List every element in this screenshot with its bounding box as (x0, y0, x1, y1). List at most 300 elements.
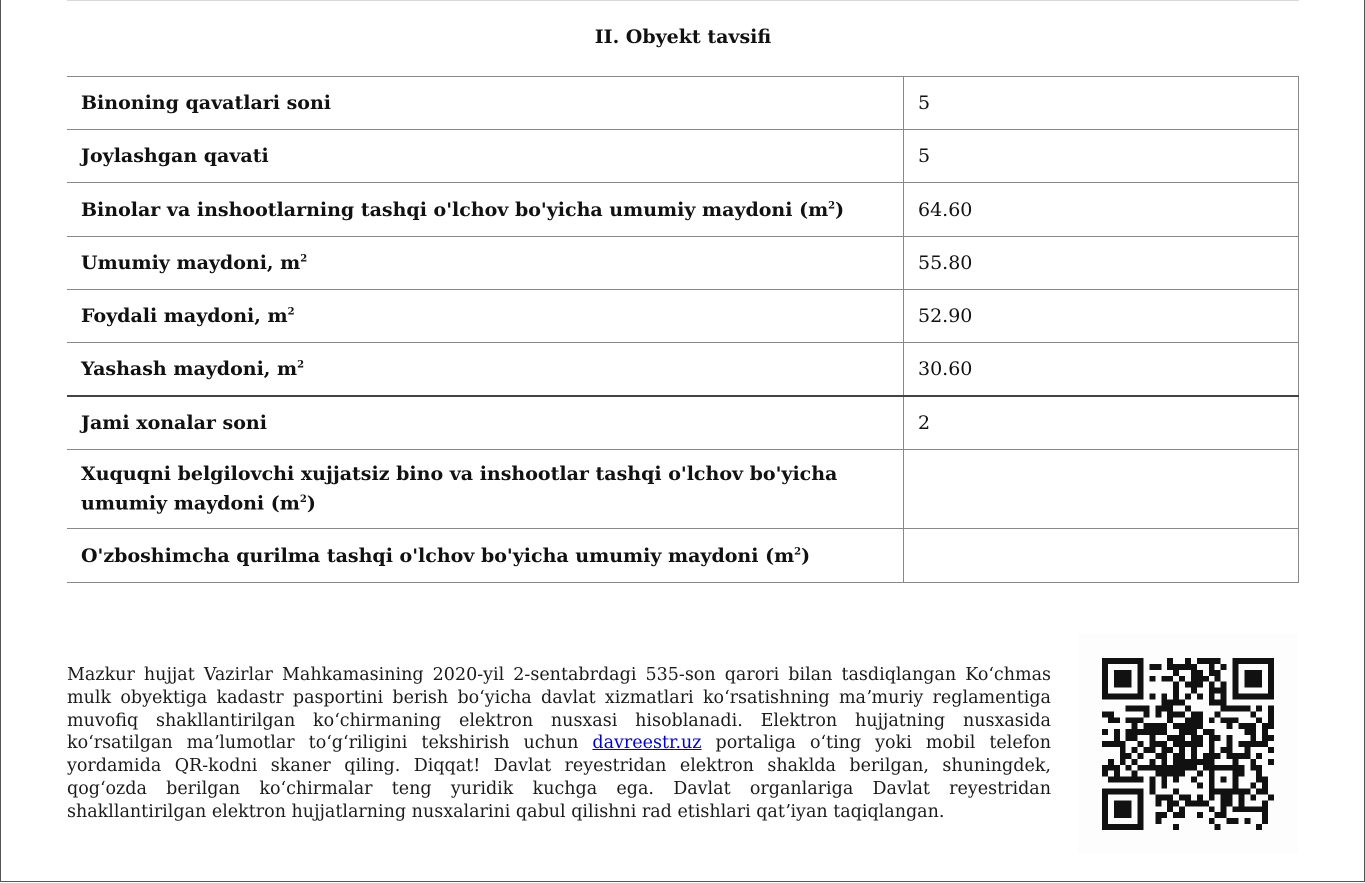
qr-module (1221, 682, 1227, 688)
qr-module (1185, 694, 1191, 700)
qr-module (1120, 676, 1126, 682)
table-row (67, 130, 1299, 183)
qr-module (1191, 711, 1197, 717)
qr-module (1132, 735, 1138, 741)
qr-module (1197, 723, 1203, 729)
qr-module (1108, 717, 1114, 723)
qr-module (1149, 676, 1155, 682)
row-value: 55.80 (904, 237, 1299, 290)
row-label: Jami xonalar soni (67, 396, 904, 450)
table-row (67, 77, 1299, 130)
qr-module (1102, 812, 1108, 818)
qr-module (1102, 794, 1108, 800)
qr-module (1155, 723, 1161, 729)
qr-module (1173, 670, 1179, 676)
qr-module (1209, 788, 1215, 794)
qr-module (1102, 806, 1108, 812)
row-value: 52.90 (904, 290, 1299, 343)
qr-module (1268, 717, 1274, 723)
qr-module (1244, 818, 1250, 824)
qr-module (1238, 705, 1244, 711)
qr-module (1173, 753, 1179, 759)
qr-module (1126, 812, 1132, 818)
qr-module (1120, 658, 1126, 664)
qr-module (1120, 747, 1126, 753)
qr-module (1161, 771, 1167, 777)
qr-module (1215, 824, 1221, 830)
qr-module (1244, 694, 1250, 700)
qr-module (1114, 670, 1120, 676)
qr-module (1173, 759, 1179, 765)
qr-module (1138, 694, 1144, 700)
qr-module (1149, 735, 1155, 741)
qr-module (1138, 717, 1144, 723)
row-label: Binoning qavatlari soni (67, 77, 904, 130)
qr-module (1256, 824, 1262, 830)
qr-module (1132, 723, 1138, 729)
qr-module (1144, 705, 1150, 711)
qr-module (1221, 800, 1227, 806)
qr-module (1114, 800, 1120, 806)
qr-module (1268, 723, 1274, 729)
qr-module (1262, 800, 1268, 806)
qr-module (1203, 729, 1209, 735)
qr-module (1250, 735, 1256, 741)
qr-module (1221, 794, 1227, 800)
table-row (67, 183, 1299, 237)
qr-module (1215, 788, 1221, 794)
qr-module (1173, 788, 1179, 794)
qr-module (1250, 670, 1256, 676)
qr-module (1191, 800, 1197, 806)
qr-module (1268, 747, 1274, 753)
qr-module (1173, 711, 1179, 717)
qr-module (1167, 717, 1173, 723)
qr-module (1215, 676, 1221, 682)
qr-module (1197, 711, 1203, 717)
table-row (67, 529, 1299, 583)
row-label: O'zboshimcha qurilma tashqi o'lchov bo'yicha umumiy maydoni $(m^2)$ (67, 529, 904, 583)
qr-module (1173, 777, 1179, 783)
qr-module (1120, 753, 1126, 759)
qr-module (1250, 694, 1256, 700)
qr-module (1155, 729, 1161, 735)
qr-module (1209, 664, 1215, 670)
qr-module (1209, 777, 1215, 783)
qr-module (1197, 682, 1203, 688)
qr-module (1221, 788, 1227, 794)
table-row (67, 396, 1299, 450)
qr-module (1268, 711, 1274, 717)
qr-module (1102, 711, 1108, 717)
table-row (67, 450, 1299, 529)
qr-module (1250, 711, 1256, 717)
qr-module (1179, 765, 1185, 771)
qr-module (1138, 753, 1144, 759)
qr-module (1173, 741, 1179, 747)
qr-module (1232, 806, 1238, 812)
qr-module (1149, 747, 1155, 753)
qr-module (1126, 694, 1132, 700)
qr-module (1185, 723, 1191, 729)
qr-module (1197, 800, 1203, 806)
qr-module (1114, 729, 1120, 735)
qr-module (1221, 806, 1227, 812)
qr-module (1256, 771, 1262, 777)
qr-module (1138, 676, 1144, 682)
qr-module (1215, 670, 1221, 676)
qr-module (1232, 759, 1238, 765)
qr-module (1120, 812, 1126, 818)
qr-module (1179, 806, 1185, 812)
qr-module (1209, 753, 1215, 759)
qr-module (1191, 682, 1197, 688)
qr-module (1191, 688, 1197, 694)
qr-module (1262, 723, 1268, 729)
qr-module (1256, 765, 1262, 771)
qr-module (1197, 812, 1203, 818)
qr-module (1203, 759, 1209, 765)
qr-module (1250, 759, 1256, 765)
qr-module (1114, 717, 1120, 723)
qr-module (1244, 705, 1250, 711)
qr-module (1173, 700, 1179, 706)
qr-module (1114, 676, 1120, 682)
qr-module (1256, 788, 1262, 794)
qr-module (1232, 818, 1238, 824)
qr-module (1197, 735, 1203, 741)
qr-module (1173, 812, 1179, 818)
qr-module (1197, 771, 1203, 777)
qr-module (1114, 777, 1120, 783)
qr-module (1144, 765, 1150, 771)
qr-module (1167, 676, 1173, 682)
qr-module (1268, 658, 1274, 664)
qr-module (1102, 688, 1108, 694)
qr-module (1114, 771, 1120, 777)
qr-module (1238, 794, 1244, 800)
qr-module (1132, 717, 1138, 723)
qr-module (1244, 806, 1250, 812)
qr-module (1138, 794, 1144, 800)
qr-module (1203, 676, 1209, 682)
table-row (67, 343, 1299, 397)
qr-module (1232, 717, 1238, 723)
qr-module (1197, 658, 1203, 664)
qr-module (1268, 759, 1274, 765)
qr-module (1126, 676, 1132, 682)
qr-module (1126, 765, 1132, 771)
qr-module (1120, 800, 1126, 806)
qr-module (1232, 788, 1238, 794)
qr-module (1108, 658, 1114, 664)
qr-module (1144, 747, 1150, 753)
qr-module (1114, 658, 1120, 664)
qr-module (1215, 812, 1221, 818)
qr-module (1179, 729, 1185, 735)
qr-module (1256, 682, 1262, 688)
qr-module (1167, 800, 1173, 806)
qr-module (1232, 694, 1238, 700)
qr-module (1102, 818, 1108, 824)
qr-module (1173, 723, 1179, 729)
qr-module (1191, 759, 1197, 765)
qr-module (1185, 741, 1191, 747)
qr-module (1102, 670, 1108, 676)
qr-module (1232, 658, 1238, 664)
footer-notice: Mazkur hujjat Vazirlar Mahkamasining 2020-yil 2-sentabrdagi 535-son qarori bilan tasdiqlangan Koʻchmas mulk obyektiga kadastr pasportini berish boʻyicha davlat xizmatlari koʻrsatishning maʼmuriy reglamentiga muvofiq shakllantirilgan koʻchirmaning elektron nusxasi hisoblanadi. Elektron hujjatning nusxasida koʻrsatilgan maʼlumotlar toʻgʻriligini tekshirish uchun davreestr.uz portaliga oʻting yoki mobil telefon yordamida QR-kodni skaner qiling. Diqqat! Davlat reyestridan elektron shaklda berilgan, shuningdek, qogʻozda berilgan koʻchirmalar teng yuridik kuchga ega. Davlat organlariga Davlat reyestridan shakllantirilgan elektron hujjatlarning nusxalarini qabul qilishni rad etishlari qatʼiyan taqiqlangan. (67, 665, 1051, 822)
qr-module (1203, 658, 1209, 664)
qr-module (1102, 824, 1108, 830)
qr-module (1179, 812, 1185, 818)
qr-module (1256, 694, 1262, 700)
qr-module (1197, 670, 1203, 676)
qr-module (1114, 735, 1120, 741)
qr-module (1173, 771, 1179, 777)
qr-module (1232, 664, 1238, 670)
qr-module (1126, 670, 1132, 676)
qr-module (1114, 806, 1120, 812)
qr-module (1227, 794, 1233, 800)
qr-module (1185, 729, 1191, 735)
qr-module (1232, 753, 1238, 759)
qr-module (1221, 694, 1227, 700)
qr-module (1203, 765, 1209, 771)
qr-module (1108, 824, 1114, 830)
qr-module (1221, 747, 1227, 753)
qr-module (1120, 682, 1126, 688)
qr-module (1227, 765, 1233, 771)
qr-module (1138, 777, 1144, 783)
qr-module (1132, 824, 1138, 830)
qr-module (1185, 705, 1191, 711)
qr-module (1191, 777, 1197, 783)
qr-module (1209, 794, 1215, 800)
row-label: Yashash maydoni, $m^2$ (67, 343, 904, 397)
qr-module (1120, 777, 1126, 783)
row-value (904, 450, 1299, 529)
qr-module (1126, 777, 1132, 783)
qr-module (1227, 800, 1233, 806)
qr-module (1268, 735, 1274, 741)
qr-module (1179, 771, 1185, 777)
qr-module (1215, 753, 1221, 759)
qr-module (1167, 664, 1173, 670)
qr-module (1268, 705, 1274, 711)
qr-module (1173, 694, 1179, 700)
qr-module (1138, 824, 1144, 830)
qr-module (1114, 788, 1120, 794)
qr-module (1138, 658, 1144, 664)
qr-module (1138, 688, 1144, 694)
qr-module (1244, 658, 1250, 664)
davreestr-link[interactable]: davreestr.uz (592, 733, 702, 754)
qr-module (1161, 705, 1167, 711)
qr-module (1256, 717, 1262, 723)
qr-module (1161, 765, 1167, 771)
section-title: II. Obyekt tavsifi (594, 26, 772, 48)
qr-module (1161, 777, 1167, 783)
qr-module (1209, 818, 1215, 824)
qr-module (1120, 741, 1126, 747)
qr-module (1167, 711, 1173, 717)
qr-module (1179, 711, 1185, 717)
qr-module (1120, 788, 1126, 794)
qr-module (1262, 818, 1268, 824)
qr-module (1262, 658, 1268, 664)
qr-module (1197, 694, 1203, 700)
qr-module (1126, 800, 1132, 806)
qr-module (1102, 729, 1108, 735)
qr-module (1191, 717, 1197, 723)
qr-module (1132, 747, 1138, 753)
qr-module (1185, 759, 1191, 765)
qr-module (1262, 783, 1268, 789)
qr-module (1149, 694, 1155, 700)
qr-module (1179, 664, 1185, 670)
qr-module (1167, 765, 1173, 771)
qr-module (1244, 753, 1250, 759)
qr-module (1238, 806, 1244, 812)
qr-module (1126, 717, 1132, 723)
qr-module (1268, 694, 1274, 700)
qr-module (1126, 824, 1132, 830)
qr-module (1191, 765, 1197, 771)
qr-module (1173, 824, 1179, 830)
qr-module (1197, 794, 1203, 800)
qr-module (1191, 747, 1197, 753)
qr-module (1167, 705, 1173, 711)
qr-module (1227, 735, 1233, 741)
qr-module (1132, 694, 1138, 700)
qr-module (1155, 771, 1161, 777)
qr-module (1191, 676, 1197, 682)
qr-module (1197, 783, 1203, 789)
qr-module (1227, 705, 1233, 711)
qr-module (1155, 705, 1161, 711)
qr-module (1149, 664, 1155, 670)
qr-module (1238, 723, 1244, 729)
qr-module (1149, 729, 1155, 735)
qr-module (1179, 723, 1185, 729)
qr-module (1179, 741, 1185, 747)
qr-module (1102, 765, 1108, 771)
qr-module (1138, 664, 1144, 670)
qr-module (1256, 777, 1262, 783)
qr-module (1227, 747, 1233, 753)
qr-module (1238, 741, 1244, 747)
qr-module (1250, 783, 1256, 789)
qr-module (1167, 806, 1173, 812)
qr-module (1126, 682, 1132, 688)
qr-module (1102, 788, 1108, 794)
qr-module (1173, 735, 1179, 741)
qr-module (1250, 741, 1256, 747)
qr-module (1138, 788, 1144, 794)
qr-module (1232, 705, 1238, 711)
qr-module (1126, 735, 1132, 741)
qr-module (1102, 664, 1108, 670)
qr-module (1138, 765, 1144, 771)
qr-module (1102, 800, 1108, 806)
qr-module (1108, 788, 1114, 794)
qr-module (1126, 788, 1132, 794)
qr-module (1232, 777, 1238, 783)
row-value: 5 (904, 77, 1299, 130)
row-label: Xuquqni belgilovchi xujjatsiz bino va inshootlar tashqi o'lchov bo'yicha umumiy maydoni $(m^2)$ (67, 450, 904, 529)
qr-module (1209, 688, 1215, 694)
qr-module (1221, 664, 1227, 670)
qr-module (1138, 729, 1144, 735)
qr-module (1268, 670, 1274, 676)
qr-module (1209, 670, 1215, 676)
object-description-table (67, 76, 1299, 583)
qr-module (1114, 741, 1120, 747)
qr-module (1155, 794, 1161, 800)
qr-module (1144, 729, 1150, 735)
qr-module (1209, 729, 1215, 735)
qr-module (1221, 717, 1227, 723)
qr-module (1114, 824, 1120, 830)
qr-module (1215, 700, 1221, 706)
qr-module (1138, 670, 1144, 676)
qr-module (1161, 747, 1167, 753)
qr-module (1132, 777, 1138, 783)
qr-module (1149, 777, 1155, 783)
qr-module (1268, 688, 1274, 694)
qr-module (1126, 806, 1132, 812)
row-value: 30.60 (904, 343, 1299, 397)
qr-module (1268, 664, 1274, 670)
qr-module (1155, 753, 1161, 759)
qr-module (1120, 694, 1126, 700)
qr-module (1209, 658, 1215, 664)
qr-module (1102, 694, 1108, 700)
qr-module (1167, 771, 1173, 777)
qr-module (1102, 741, 1108, 747)
qr-module (1209, 700, 1215, 706)
qr-module (1138, 806, 1144, 812)
row-label: Foydali maydoni, $m^2$ (67, 290, 904, 343)
qr-module (1126, 658, 1132, 664)
qr-module (1138, 682, 1144, 688)
qr-module (1209, 747, 1215, 753)
qr-module (1215, 688, 1221, 694)
qr-module (1244, 747, 1250, 753)
qr-module (1179, 753, 1185, 759)
top-divider (67, 0, 1299, 1)
qr-module (1209, 741, 1215, 747)
qr-module (1209, 682, 1215, 688)
qr-module (1262, 729, 1268, 735)
qr-module (1173, 664, 1179, 670)
qr-module (1161, 759, 1167, 765)
qr-module (1221, 812, 1227, 818)
qr-module (1185, 658, 1191, 664)
qr-module (1262, 741, 1268, 747)
qr-module (1268, 682, 1274, 688)
qr-module (1244, 723, 1250, 729)
qr-module (1185, 800, 1191, 806)
qr-module (1209, 735, 1215, 741)
qr-module (1138, 812, 1144, 818)
qr-module (1149, 783, 1155, 789)
qr-module (1221, 777, 1227, 783)
qr-module (1126, 729, 1132, 735)
qr-module (1197, 676, 1203, 682)
qr-module (1256, 741, 1262, 747)
qr-module (1209, 806, 1215, 812)
